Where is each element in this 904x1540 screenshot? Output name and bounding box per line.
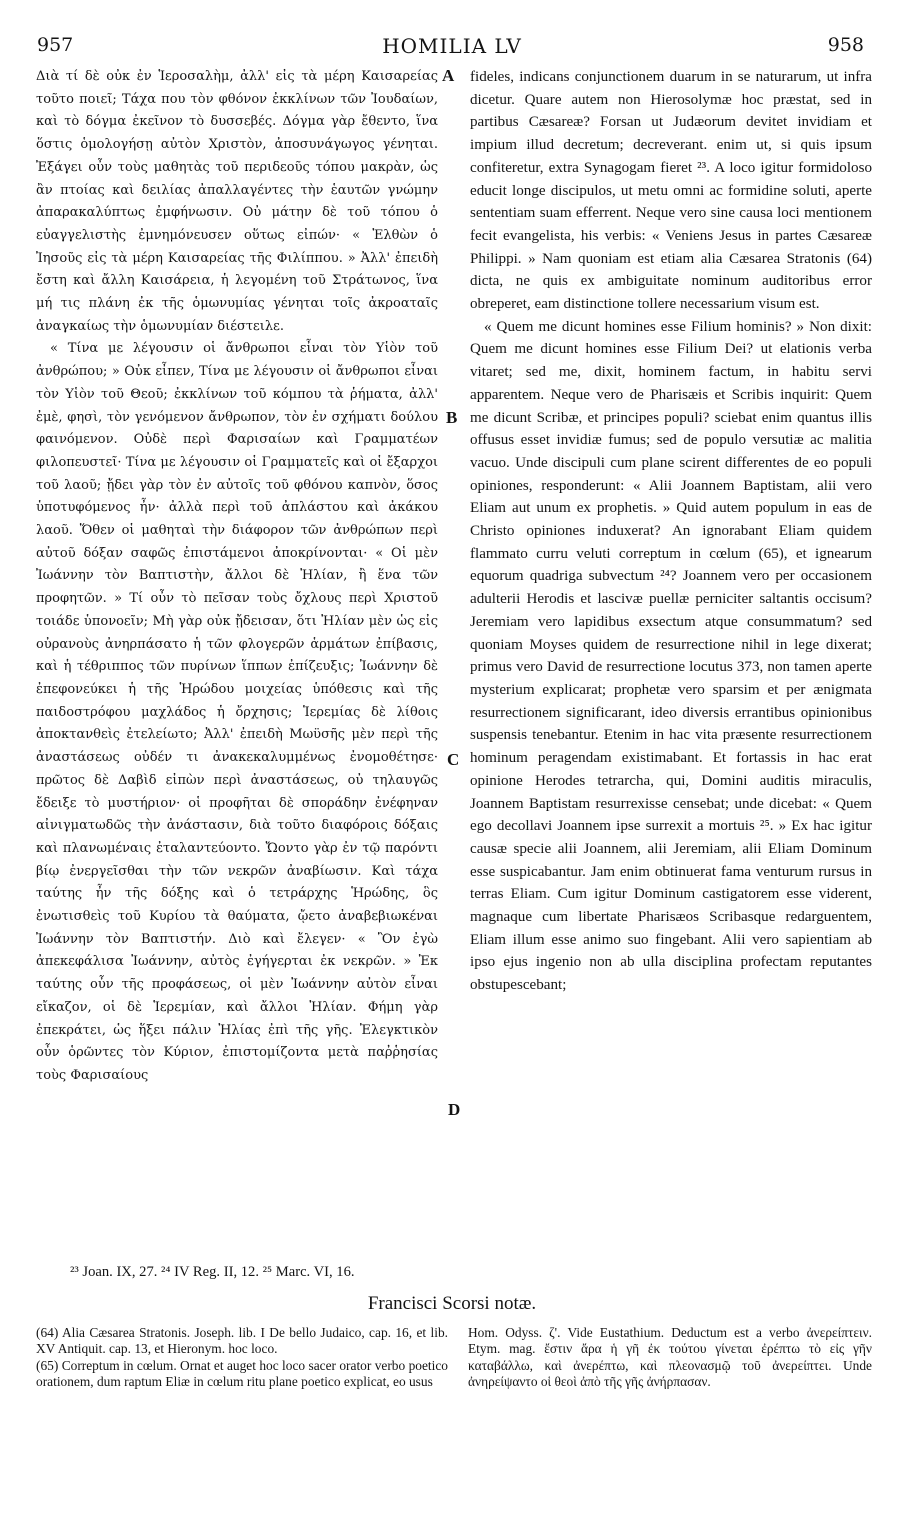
footnote-references: ²³ Joan. IX, 27. ²⁴ IV Reg. II, 12. ²⁵ Marc. VI, 16. xyxy=(70,1264,355,1280)
latin-paragraph: « Quem me dicunt homines esse Filium hominis? » Non dixit: Quem me dicunt homines esse Filium Dei? ut elationis verba vitaret; sed me, dixit, hominem factum, in habitu servi apparentem. Neque vero de Pharisæis et Scribis inquirit: Quem me dicunt Scribæ, et principes populi? sciebat enim quantus illis offusus esset invidiæ fumus; sed de populo versutiæ ac malitia vacuo. Unde discipuli cum plane scirent differentes de eo populi opiniones, responderunt: « Alii Joannem Baptistam, alii vero Eliam aut unum ex prophetis. » Quid autem populum in eas de Christo opiniones induxerat? An ignorabant Eliam quidem flammato curru veluti correptum in cœlum (65), et ignearum equorum quadriga subvectum ²⁴? Joannem vero per occasionem adulterii Herodis et lascivæ puellæ perniciter saltantis occisum? Jeremiam vero lapidibus exsectum atque consummatum? sed quoniam Moyses quidem de resurrectione nihil in lege dixerat; primus vero David de resurrectione locutus 373, non tamen aperte mysterium explicarat; prophetæ vero sparsim et per ænigmata resurrectionem significarant, ideo diversis errantibus opinionibus suspensis tenebantur. Etenim in hac vita præsente resurrectionem hominum peragendam existimabant. Et fortassis in hac erat opinione Herodes tetrarcha, qui, Domini auditis miraculis, Joannem Baptistam resurrexisse censebat; unde dicebat: « Quem ego decollavi Joannem ipse surrexit a mortuis ²⁵. » Ex hac igitur causæ specie alii Joannem, alii Jeremiam, alii Eliam Dominum esse suspicabantur. Jam enim obtinuerat fama venturum rursus in terras Eliam. Cum igitur Dominum castigatorem esse viderent, magnaque cum libertate Pharisæos Scribasque redarguentem, Eliam illum esse animo suo fingebant. Alii vero sapientiam ab ipso ejus ingenio non ab ulla disciplina profectam reputantes obstupescebant; xyxy=(470,318,872,994)
page-title: HOMILIA LV xyxy=(382,34,522,58)
note-65-continued: Hom. Odyss. ζ'. Vide Eustathium. Deductum est a verbo ἀνερείπτειν. Etym. mag. ἔστιν ἄρα ἡ γῆ ἐκ τούτου γίνεται ἐρέπτω τὸ εἰς γῆν καταβάλλω, καὶ ἀνερέπτω, καὶ πλεονασμῷ τοῦ ἀνερείπτει. Unde ἀνηρείψαντο οἱ θεοὶ ἀπὸ τῆς γῆς ἀνήρπασαν. xyxy=(468,1325,872,1390)
running-header xyxy=(0,34,904,60)
greek-paragraph: « Τίνα με λέγουσιν οἱ ἄνθρωποι εἶναι τὸν Υἱὸν τοῦ ἀνθρώπου; » Οὐκ εἶπεν, Τίνα με λέγουσιν οἱ ἄνθρωποι εἶναι τὸν Υἱὸν τοῦ Θεοῦ; ἐκκλίνων τοῦ κόμπου τὰ ῥήματα, ἀλλ' ἐμὲ, φησὶ, τὸν γενόμενον ἄνθρωπον, τὸν ἐν σχήματι δούλου φαινόμενον. Οὐδὲ περὶ Φαρισαίων καὶ Γραμματέων φιλοπευστεῖ· Τίνα με λέγουσιν οἱ Γραμματεῖς καὶ οἱ ἔξαρχοι τοῦ λαοῦ; ᾔδει γὰρ τὸν ἐν αὐτοῖς τοῦ φθόνου καπνὸν, ὅσος ὑποτυφόμενος ἦν· ἀλλὰ περὶ τοῦ ἀπλάστου καὶ ἀκάκου λαοῦ. Ὅθεν οἱ μαθηταὶ τὴν διάφορον τῶν ἀνθρώπων περὶ αὐτοῦ δόξαν σαφῶς ἐπιστάμενοι ἀποκρίνονται· « Οἱ μὲν Ἰωάννην τὸν Βαπτιστὴν, ἄλλοι δὲ Ἠλίαν, ἢ ἕνα τῶν προφητῶν. » Τί οὖν τὸ πεῖσαν τοὺς ὄχλους περὶ Χριστοῦ τοιάδε ὑπονοεῖν; Μὴ γὰρ οὐκ ᾔδεισαν, ὅτι Ἠλίαν μὲν ὡς εἰς οὐρανοὺς ἀνηρπάσατο ἡ τῶν φλογερῶν ἁρμάτων ἐπίβασις, καὶ ἡ τέθριππος τῶν πυρίνων ἵππων ἐπίζευξις; Ἰωάννην δὲ ἐπεφονεύκει ἡ τῆς Ἡρώδου μοιχείας ὑπόθεσις καὶ τῆς παιδοστρόφου μαχλάδος ἡ ὄρχησις; Ἱερεμίας δὲ λίθοις ἀποκτανθεὶς ἐτελείωτο; Ἀλλ' ἐπειδὴ Μωϋσῆς μὲν περὶ τῆς ἀναστάσεως οὐδέν τι ἀνακεκαλυμμένως ἐνομοθέτησε· πρῶτος δὲ Δαβὶδ εἰπὼν περὶ ἀναστάσεως, οὐ τηλαυγῶς ἔδειξε τὸ μυστήριον· οἱ προφῆται δὲ σποράδην ἐνέφηναν αἰνιγματωδῶς τὴν ἀνάστασιν, διὰ τοῦτο διαφόροις δόξαις καὶ πλανωμέναις ἐταλαντεύοντο. Ὤοντο γὰρ ἐν τῷ παρόντι βίῳ ἐνεργεῖσθαι τὴν τῶν νεκρῶν ἀναβίωσιν. Καὶ τάχα ταύτης ἦν τῆς δόξης καὶ ὁ τετράρχης Ἡρώδης, ὃς ἐνωτισθεὶς τοῦ Κυρίου τὰ θαύματα, ᾤετο ἀναβεβιωκέναι Ἰωάννην τὸν Βαπτιστήν. Διὸ καὶ ἔλεγεν· « Ὃν ἐγὼ ἀπεκεφάλισα Ἰωάννην, αὐτὸς ἐγήγερται ἐκ νεκρῶν. » Ἐκ ταύτης οὖν τῆς προφάσεως, οἱ μὲν Ἰωάννην αὐτὸν εἶναι εἴκαζον, οἱ δὲ Ἱερεμίαν, καὶ ἄλλοι Ἠλίαν. Φήμη γὰρ ἐπεκράτει, ὡς ἥξει πάλιν Ἠλίας ἐπὶ τῆς γῆς. Ἐλεγκτικὸν οὖν ὁρῶντες τὸν Κύριον, ἐπιστομίζοντα μετὰ παῤῥησίας τοὺς Φαρισαίους xyxy=(36,341,438,1083)
greek-paragraph: Διὰ τί δὲ οὐκ ἐν Ἱεροσαλὴμ, ἀλλ' εἰς τὰ μέρη Καισαρείας τοῦτο ποιεῖ; Τάχα που τὸν φθόνον ἐκκλίνων τῶν Ἰουδαίων, καὶ τὸ δόγμα ἐκεῖνον τὸ δυσσεβές. Δόγμα γὰρ ἔθεντο, ἵνα ὅστις ὁμολογήσῃ αὐτὸν Χριστὸν, ἀποσυνάγωγος γένηται. Ἐξάγει οὖν τοὺς μαθητὰς τοῦ περιδεοῦς τόπου μακρὰν, ὡς ἂν πτοίας καὶ δειλίας ἀπαλλαγέντες τὴν ἑαυτῶν γνώμην ἀπαρακαλύπτως ἐμφήνωσιν. Οὐ μάτην δὲ τοῦ τόπου ὁ εὐαγγελιστὴς ἐμνημόνευσεν οὕτως εἰπών· « Ἐλθὼν ὁ Ἰησοῦς εἰς τὰ μέρη Καισαρείας τῆς Φιλίππου. » Ἀλλ' ἐπειδὴ ἔστη καὶ ἄλλη Καισάρεια, ἡ λεγομένη τοῦ Στράτωνος, ἵνα μή τις πλάνη ἐκ τῆς ὁμωνυμίας γένηται τοῖς ἀκροαταῖς ἀναγκαίως τὴν ὁμωνυμίαν διέστειλε. xyxy=(36,69,438,334)
note-64: (64) Alia Cæsarea Stratonis. Joseph. lib. I De bello Judaico, cap. 16, et lib. XV Antiquit. cap. 13, et Hieronym. hoc loco. xyxy=(36,1325,448,1357)
left-page-number: 957 xyxy=(37,34,74,56)
margin-letter-c: C xyxy=(447,750,460,769)
margin-letter-b: B xyxy=(446,408,458,427)
notes-left-column xyxy=(36,1325,448,1485)
right-page-number: 958 xyxy=(827,34,864,56)
notes-title: Francisci Scorsi notæ. xyxy=(367,1293,537,1314)
latin-paragraph: fideles, indicans conjunctionem duarum in se naturarum, ut infra dicetur. Quare autem non Hierosolymæ hoc præstat, sed in partibus Cæsareæ? Forsan ut Judæorum devitet invidiam et impium illud decretum; decreverant. enim ut, si quis ipsum confiteretur, extra Synagogam fieret ²³. A loco igitur formidoloso educit longe discipulos, ut metu omni ac formidine soluti, aperte sententiam suam efferrent. Neque vero sine causa loci mentionem fecit evangelista, his verbis: « Veniens Jesus in partes Cæsareæ Philippi. » Nam quoniam est etiam alia Cæsarea Stratonis (64) dicta, ne quis ex ambiguitate nominum auditoribus error obreperet, eam distinctione tollere necessarium visum est. xyxy=(470,69,872,313)
notes-right-column xyxy=(468,1325,872,1485)
margin-letter-d: D xyxy=(448,1100,461,1119)
greek-text-column xyxy=(36,66,438,1242)
margin-letter-a: A xyxy=(442,66,455,85)
latin-text-column xyxy=(470,66,872,1242)
note-65: (65) Correptum in cœlum. Ornat et auget hoc loco sacer orator verbo poetico orationem, dum raptum Eliæ in cœlum ritu plane poetico explicat, eo usus xyxy=(36,1357,448,1390)
